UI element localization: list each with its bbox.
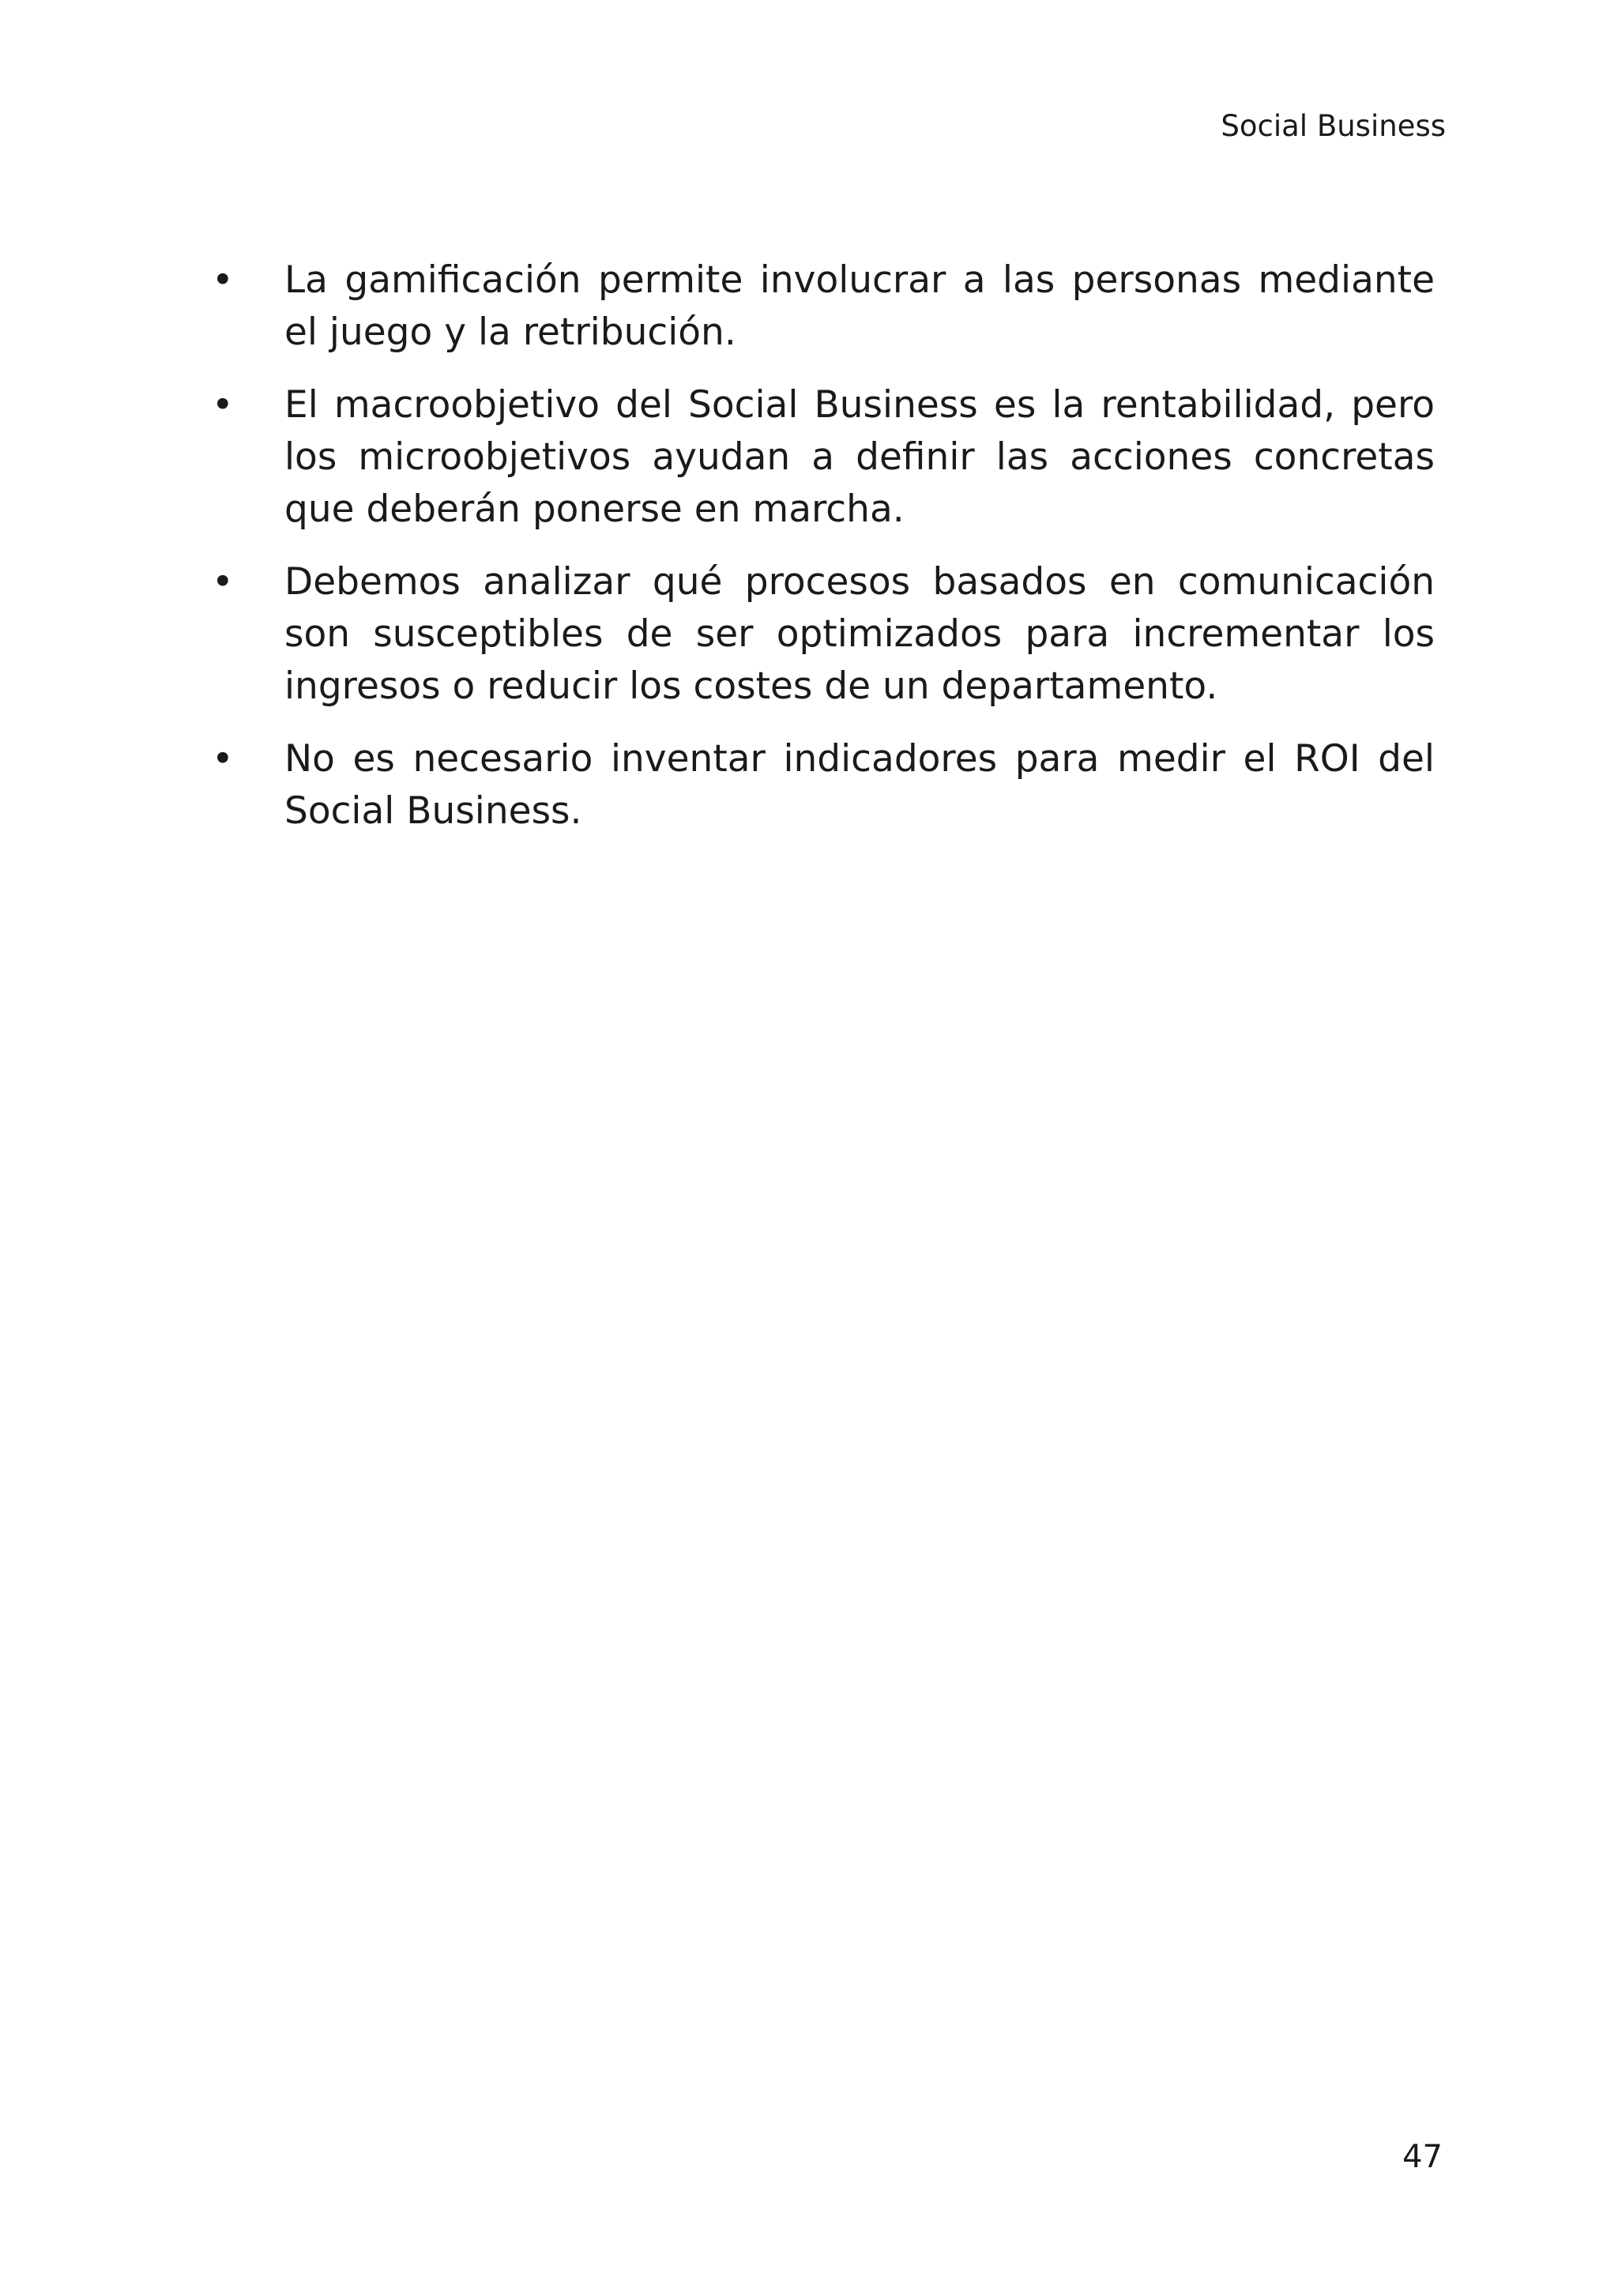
list-item	[212, 556, 1435, 713]
list-item	[212, 254, 1435, 359]
bullet-icon: •	[212, 560, 234, 604]
page-number: 47	[1402, 2139, 1443, 2175]
bullet-icon: •	[212, 258, 234, 302]
list-item-text: La gamificación permite involucrar a las personas mediante el juego y la retribución.	[284, 258, 1435, 354]
list-item-text: Debemos analizar qué procesos basados en comunicación son susceptibles de ser optimizados para incrementar los ingresos o reducir los costes de un departamento.	[284, 560, 1435, 708]
bullet-icon: •	[212, 737, 234, 781]
bullet-list	[212, 254, 1435, 858]
list-item	[212, 379, 1435, 536]
list-item-text: No es necesario inventar indicadores para medir el ROI del Social Business.	[284, 737, 1435, 833]
bullet-icon: •	[212, 383, 234, 427]
list-item	[212, 733, 1435, 837]
list-item-text: El macroobjetivo del Social Business es la rentabilidad, pero los microobjetivos ayudan a definir las acciones concretas que deberán ponerse en marcha.	[284, 383, 1435, 531]
running-header: Social Business	[1221, 109, 1446, 143]
